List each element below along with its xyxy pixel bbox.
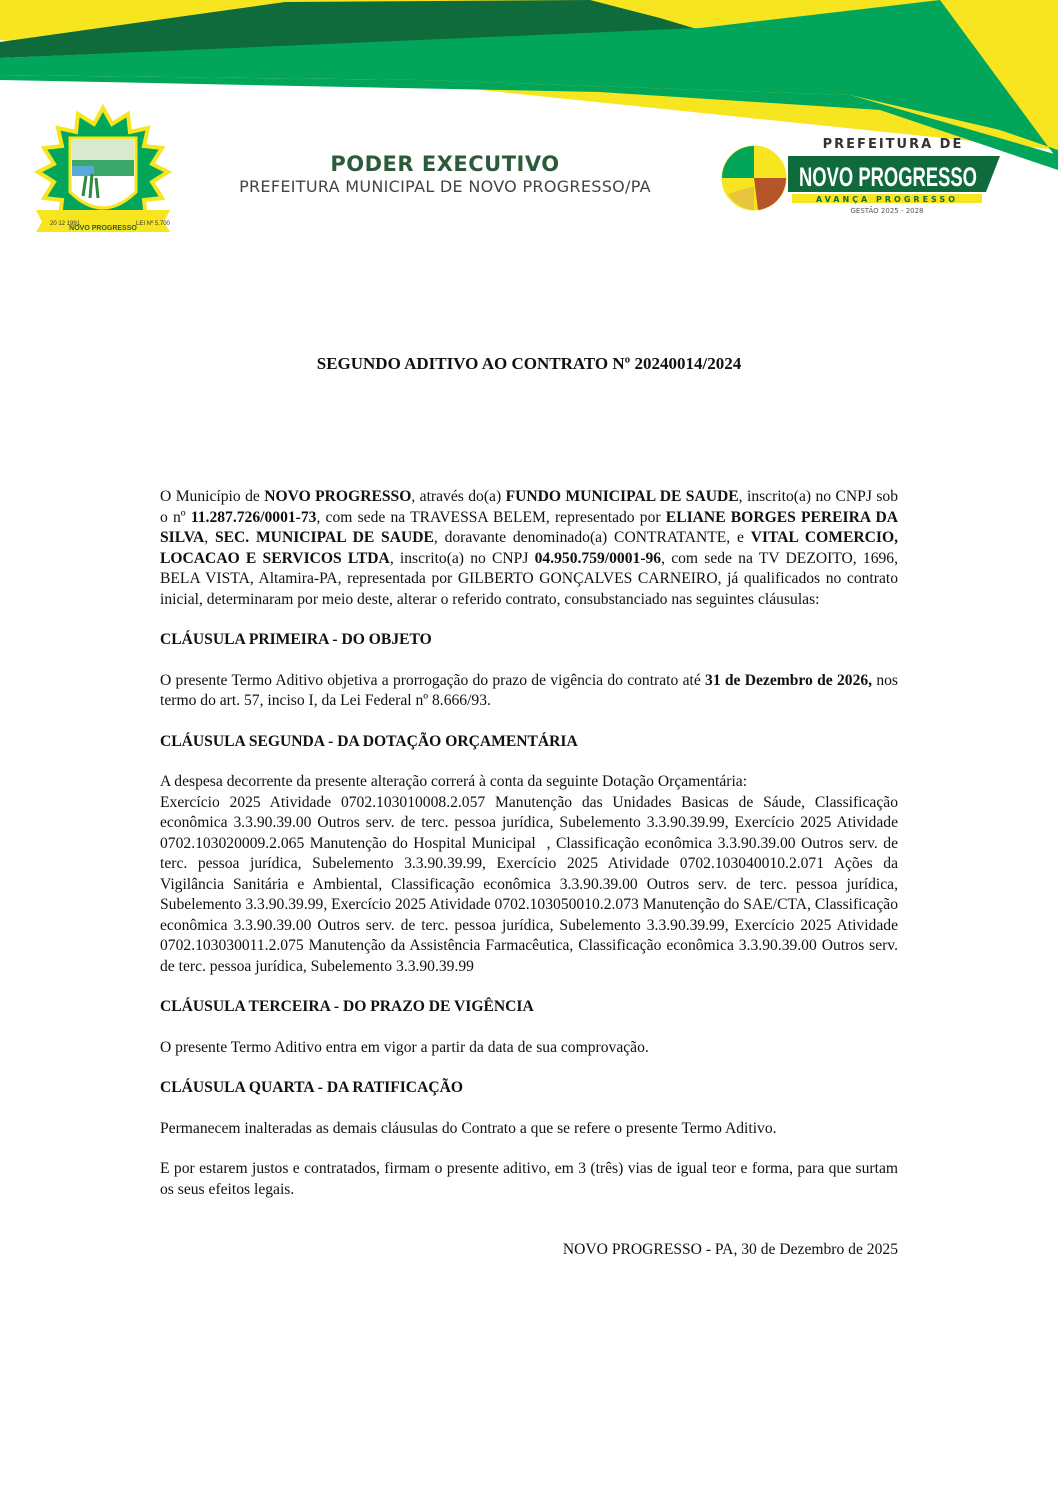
crest-ribbon-right: LEI Nº 5.700 [136,221,170,227]
brand-term-text: GESTÃO 2025 - 2028 [850,207,924,215]
clause-1-end-date: 31 de Dezembro de 2026, [705,671,873,689]
clause-1-text-part: nos termo do art. 57, inciso I, da Lei Federal nº 8.666/93. [160,671,899,709]
brand-main-text: NOVO PROGRESSO [799,162,977,192]
intro-text: , inscrito(a) no CNPJ sob o nº [160,488,899,526]
intro-text: , doravante denominado(a) CONTRATANTE, e [433,529,751,546]
representative-role: SEC. MUNICIPAL DE SAUDE [214,529,434,546]
header-title: PODER EXECUTIVO [330,152,560,176]
clause-1-text-part: O presente Termo Aditivo objetiva a prorrogação do prazo de vigência do contrato até [160,671,706,689]
intro-paragraph [160,487,898,610]
representative-name: ELIANE BORGES PEREIRA DA SILVA [160,508,899,546]
clause-2-intro: A despesa decorrente da presente alteração correrá à conta da seguinte Dotação Orçamentária: [160,773,748,790]
contracting-cnpj: 11.287.726/0001-73 [190,508,317,526]
brand-top-text: PREFEITURA DE [822,137,964,152]
clause-4-heading: CLÁUSULA QUARTA - DA RATIFICAÇÃO [160,1079,463,1096]
municipality-name: NOVO PROGRESSO [264,488,412,505]
brand-slogan-text: AVANÇA PROGRESSO [815,195,959,204]
clause-3-heading: CLÁUSULA TERCEIRA - DO PRAZO DE VIGÊNCIA [160,998,534,1015]
header-subtitle: PREFEITURA MUNICIPAL DE NOVO PROGRESSO/PA [239,177,651,196]
clause-2-body: Exercício 2025 Atividade 0702.103010008.2.057 Manutenção das Unidades Basicas de Sáude, Classificação econômica 3.3.90.39.00 Outros serv. de terc. pessoa jurídica, Subelemento 3.3.90.39.99, Exercício 2025 Atividade 0702.103020009.2.065 Manutenção do Hospital Municipal , Classificação econômica 3.3.90.39.00 Outros serv. de terc. pessoa jurídica, Subelemento 3.3.90.39.99, Exercício 2025 Atividade 0702.103040010.2.071 Ações da Vigilância Sanitária e Ambiental, Classificação econômica 3.3.90.39.00 Outros serv. de terc. pessoa jurídica, Subelemento 3.3.90.39.99, Exercício 2025 Atividade 0702.103050010.2.073 Manutenção do SAE/CTA, Classificação econômica 3.3.90.39.00 Outros serv. de terc. pessoa jurídica, Subelemento 3.3.90.39.99, Exercício 2025 Atividade 0702.103030011.2.075 Manutenção da Assistência Farmacêutica, Classificação econômica 3.3.90.39.00 Outros serv. de terc. pessoa jurídica, Subelemento 3.3.90.39.99 [160,793,902,975]
document-body [160,487,902,1261]
clause-2-heading: CLÁUSULA SEGUNDA - DA DOTAÇÃO ORÇAMENTÁRIA [160,732,578,750]
contracting-fund: FUNDO MUNICIPAL DE SAUDE [505,488,739,505]
contractor-name: VITAL COMERCIO, LOCACAO E SERVICOS LTDA [160,529,899,567]
crest-ribbon-center: NOVO PROGRESSO [69,225,137,232]
intro-text: , através do(a) [411,488,506,505]
prefeitura-brand-logo [718,130,1008,222]
clause-1-text [160,671,898,712]
intro-text: , inscrito(a) no CNPJ [389,549,535,567]
place-date: NOVO PROGRESSO - PA, 30 de Dezembro de 2025 [562,1241,898,1258]
municipal-crest-logo [28,106,178,234]
intro-text: , [204,529,215,546]
crest-ribbon-left: 20 12 1991 [50,221,81,227]
intro-text: , com sede na TRAVESSA BELEM, representado por [316,508,666,526]
document-title: SEGUNDO ADITIVO AO CONTRATO Nº 20240014/2024 [316,354,742,373]
clause-1-heading: CLÁUSULA PRIMEIRA - DO OBJETO [160,631,432,648]
clause-4-text: Permanecem inalteradas as demais cláusulas do Contrato a que se refere o presente Termo Aditivo. [160,1119,777,1137]
contractor-cnpj: 04.950.759/0001-96 [534,549,662,567]
clause-3-text: O presente Termo Aditivo entra em vigor a partir da data de sua comprovação. [160,1038,649,1056]
closing-paragraph: E por estarem justos e contratados, firmam o presente aditivo, em 3 (três) vias de igual teor e forma, para que surtam os seus efeitos legais. [160,1160,898,1198]
intro-text: , com sede na TV DEZOITO, 1696, BELA VISTA, Altamira-PA, representada por GILBERTO GONÇALVES CARNEIRO, já qualificados no contrato inicial, determinaram por meio deste, alterar o referido contrato, consubstanciado nas seguintes cláusulas: [160,549,899,608]
intro-text: O Município de [160,488,265,505]
header-text [200,152,690,198]
